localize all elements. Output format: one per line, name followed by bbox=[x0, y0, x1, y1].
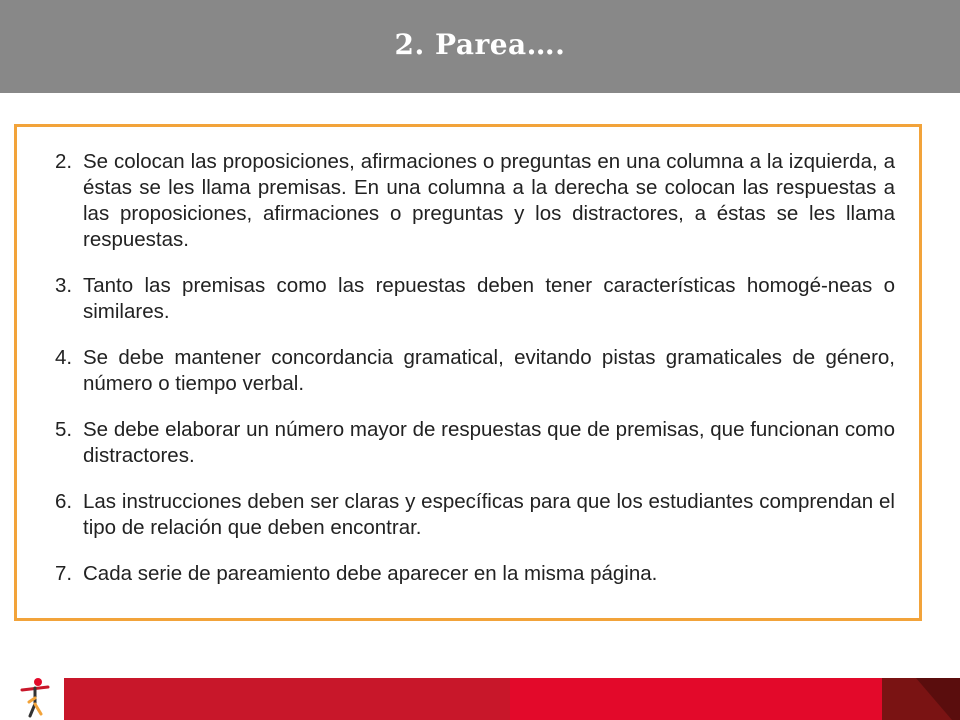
item-text: Las instrucciones deben ser claras y específicas para que los estudiantes comprendan el tipo de relación que deben encontrar. bbox=[83, 490, 895, 539]
item-number: 7. bbox=[55, 562, 73, 585]
item-text: Se colocan las proposiciones, afirmaciones o preguntas en una columna a la izquierda, a éstas se les llama premisas. En una columna a la derecha se colocan las respuestas a las proposiciones, afirmaciones o preguntas y los distractores, a éstas se les llama respuestas. bbox=[83, 150, 895, 251]
list-item bbox=[55, 345, 895, 397]
item-text: Cada serie de pareamiento debe aparecer en la misma página. bbox=[83, 562, 658, 585]
item-number: 5. bbox=[55, 418, 73, 441]
item-text: Tanto las premisas como las repuestas deben tener características homogé-neas o similares. bbox=[83, 274, 895, 323]
item-text: Se debe mantener concordancia gramatical, evitando pistas gramaticales de género, número o tiempo verbal. bbox=[83, 346, 895, 395]
content-box bbox=[14, 124, 922, 621]
footer-band-dark bbox=[882, 678, 960, 720]
footer-corner-decoration bbox=[882, 678, 960, 720]
list-item bbox=[55, 273, 895, 325]
item-number: 6. bbox=[55, 490, 73, 513]
item-number: 2. bbox=[55, 150, 73, 173]
person-figure-logo-icon bbox=[18, 676, 52, 718]
list-item bbox=[55, 417, 895, 469]
item-number: 3. bbox=[55, 274, 73, 297]
footer-band-bright-red bbox=[510, 678, 882, 720]
guidelines-list bbox=[55, 149, 895, 607]
slide-title: 2. Parea…. bbox=[394, 28, 566, 61]
list-item bbox=[55, 489, 895, 541]
footer-band-red bbox=[64, 678, 510, 720]
list-item bbox=[55, 149, 895, 253]
list-item bbox=[55, 561, 895, 587]
item-text: Se debe elaborar un número mayor de respuestas que de premisas, que funcionan como distractores. bbox=[83, 418, 895, 467]
item-number: 4. bbox=[55, 346, 73, 369]
title-bar bbox=[0, 0, 960, 93]
